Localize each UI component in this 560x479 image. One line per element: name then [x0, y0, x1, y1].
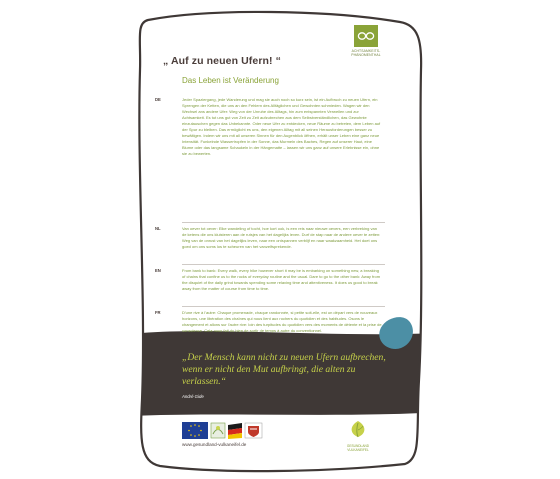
divider: [182, 222, 385, 223]
region-logo-icon: [211, 423, 225, 438]
language-code: DE: [155, 97, 161, 102]
page-subtitle: Das Leben ist Veränderung: [182, 76, 279, 85]
achtsamkeit-logo: [346, 25, 386, 57]
eu-flag-icon: [182, 422, 208, 439]
language-code: EN: [155, 268, 161, 273]
divider: [182, 306, 385, 307]
gesundland-logo: [338, 420, 378, 452]
divider: [182, 264, 385, 265]
website-link[interactable]: www.gesundland-vulkaneifel.de: [182, 442, 247, 447]
sponsor-logos: [182, 422, 264, 440]
section-text: From bank to bank: Every walk, every hike however short it may be is embarking on something new, a breaking of chains that confine us to the rocks of everyday routine and the usual. Dare to go to the other bank: Away from the disquiet of the daily grind towards spending some relaxing time and attentiveness. It does us good to break away from the matter of course from time to time.: [182, 268, 381, 291]
section-text: D'une rive à l'autre: Chaque promenade, chaque randonnée, si petite soit-elle, est un départ vers de nouveaux horizons, une libération des chaînes qui nous lient aux rochers du quotidien et des habitudes. Osons le changement et allons sur l'autre rive: loin des turpitudes du quotidien vers des moments de détente et la prise de conscience. Cela nous fait du bien de sortir de temps à autre du conventionnel.: [182, 310, 382, 333]
leaf-icon: [347, 420, 369, 438]
glasses-icon: [357, 31, 375, 41]
quote-author: André Gide: [182, 394, 204, 399]
page-title: „ Auf zu neuen Ufern! “: [163, 55, 281, 67]
section-text: Jeder Spaziergang, jede Wanderung und mag sie auch noch so kurz sein, ist ein Aufbruch zu neuen Ufern, ein Sprengen der Ketten, die uns an den Fehlern des Alltäglichen und Gewohnten schmieden. Wagen wir den Wechsel ans andere Ufer: Weg von der Unruhe des Alltags, hin zum entspannten Verweilen und zur Achtsamkeit. Es tut uns gut von Zeit zu Zeit aufzubrechen aus dem Selbstverständlichen, das Gewohnte einzutauschen gegen das Unbekannte. Oder neue Ufer zu entdecken, neue Räume zu betreten, dem Leben auf der Spur zu bleiben. Das ermöglicht es uns, den eigenen Alltag mit all seinen Herausforderungen besser zu bewältigen. Indem wir uns mit all unseren Sinnen für den Augenblick öffnen, erhält unser Leben eine ganz neue Intensität. Funkelnde Wassertropfen in der Sonne, das Murmeln des Baches, Regen auf unserer Haut, eine Blume oder das langsame Schaukeln in der Hängematte – lassen wir uns ganz auf unsere Erlebnisse ein, ohne sie zu bewerten.: [182, 97, 381, 156]
logo-caption-line2: VULKANEIFEL: [347, 448, 369, 452]
logo-caption-line1: GESUNDLAND: [346, 444, 370, 448]
section-text: Van oever tot oever: Elke wandeling of tocht, hoe kort ook, is een reis naar nieuwe oevers, een verbreking van de ketens die ons kluisteren aan de rutsjes van het dagelijks leven. Durf de stap naar de andere oever te zetten: Weg van de onrust van het dagelijks leven, naar een ontspannen verblijf en naar waakzaamheid. Het doet ons goed om ons soms los te scheuren van het vanzelfsprekende.: [182, 226, 381, 249]
germany-flag-icon: [228, 423, 242, 439]
quote-text: „Der Mensch kann nicht zu neuen Ufern aufbrechen, wenn er nicht den Mut aufbringt, die alten zu verlassen.“: [182, 352, 386, 387]
logo-caption: ACHTSAMKEITS-PHÄNOMENTHAL: [351, 49, 381, 57]
language-code: NL: [155, 226, 161, 231]
language-code: FR: [155, 310, 161, 315]
state-crest-icon: [245, 423, 262, 438]
